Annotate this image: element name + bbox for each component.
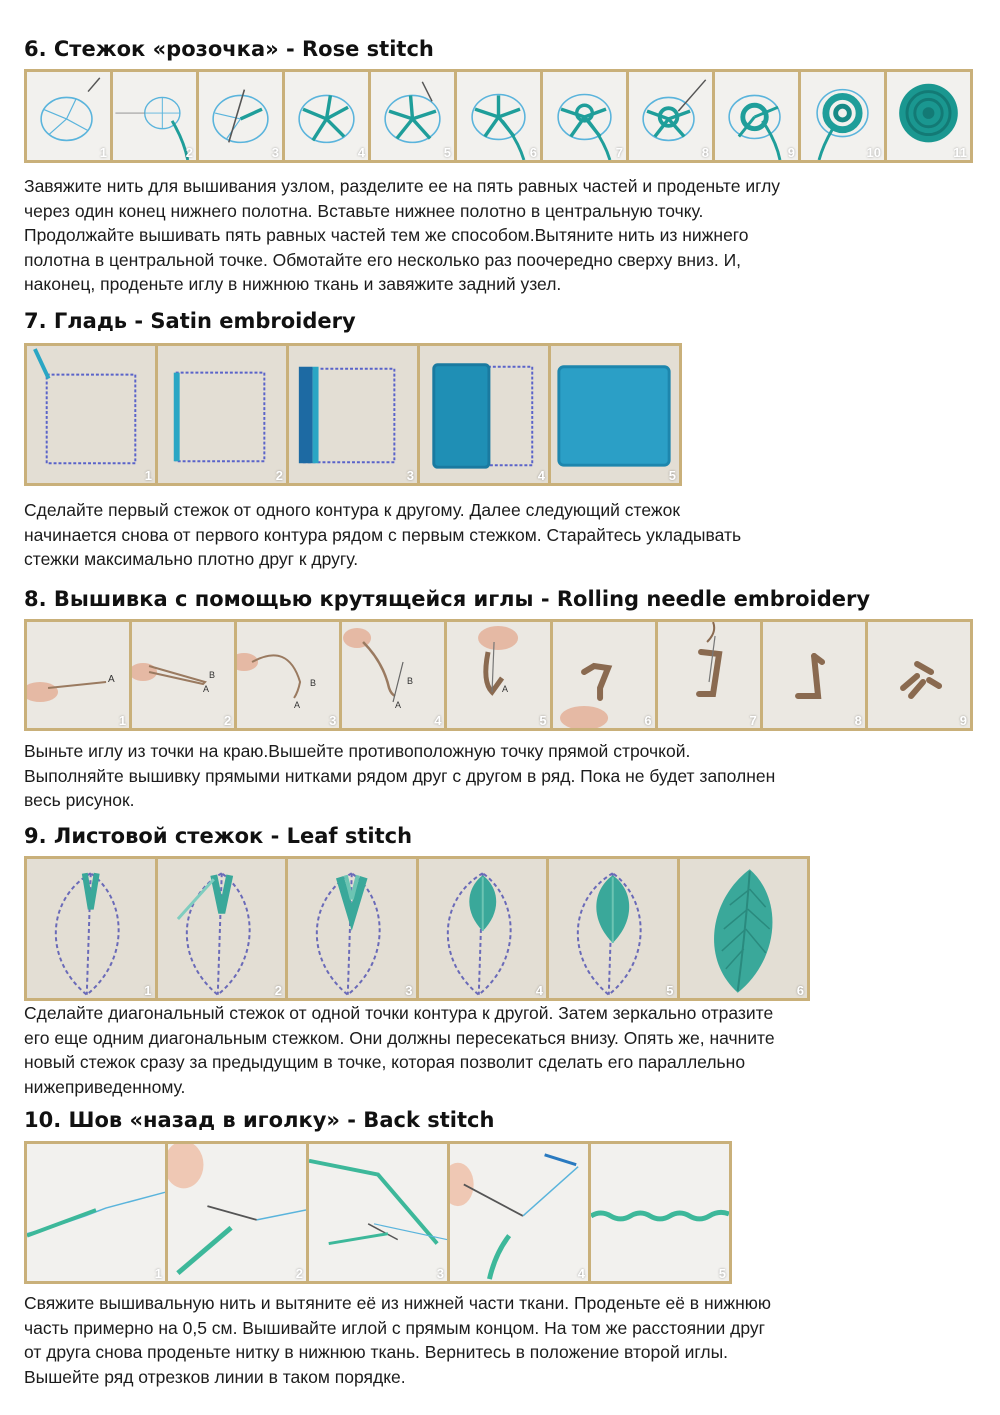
step-photo (763, 622, 865, 728)
description-line: Продолжайте вышивать пять равных частей тем же способом.Вытяните нить из нижнего (24, 225, 749, 245)
step-number: 3 (329, 713, 337, 728)
description-line: Завяжите нить для вышивания узлом, разделите ее на пять равных частей и проденьте иглу (24, 176, 781, 196)
step-photo (543, 72, 626, 160)
section-description (24, 1291, 771, 1389)
section-rose-stitch (24, 36, 976, 294)
section-leaf-stitch (24, 823, 976, 1097)
step-number: 8 (854, 713, 862, 728)
step-number: 10 (866, 145, 881, 160)
step-photo (27, 72, 110, 160)
step-photo (450, 1144, 588, 1281)
step-photo (419, 859, 547, 998)
step-number: 5 (666, 983, 674, 998)
section-rolling-needle-embroidery (24, 586, 976, 810)
step-number: 5 (718, 1266, 726, 1281)
step-number: 2 (274, 983, 282, 998)
description-line: Сделайте первый стежок от одного контура к другому. Далее следующий стежок (24, 500, 680, 520)
step-number: 5 (443, 145, 451, 160)
step-photo (285, 72, 368, 160)
step-photo (309, 1144, 447, 1281)
step-photo-strip (24, 343, 682, 486)
step-photo (549, 859, 677, 998)
step-photo (715, 72, 798, 160)
section-description (24, 498, 741, 572)
description-line: новый стежок сразу за предыдущим в точке, которая позволит сделать его параллельно (24, 1052, 746, 1072)
step-number: 2 (223, 713, 232, 728)
step-photo (371, 72, 454, 160)
section-title: 6. Стежок «розочка» - Rose stitch (24, 37, 434, 61)
description-line: весь рисунок. (24, 790, 135, 810)
step-photo (887, 72, 970, 160)
section-back-stitch (24, 1107, 976, 1387)
step-photo (27, 859, 155, 998)
svg-text:A: A (395, 700, 402, 710)
step-number: 2 (185, 145, 193, 160)
step-photo (288, 859, 416, 998)
step-photo (553, 622, 655, 728)
step-photo (629, 72, 712, 160)
section-satin-embroidery (24, 308, 976, 569)
step-photo (132, 622, 234, 728)
step-photo (237, 622, 339, 728)
step-photo (158, 859, 286, 998)
section-title: 7. Гладь - Satin embroidery (24, 309, 356, 333)
step-number: 6 (529, 145, 537, 160)
step-photo-strip (24, 69, 973, 163)
step-number: 9 (959, 713, 967, 728)
step-photo (447, 622, 549, 728)
description-line: Свяжите вышивальную нить и вытяните её из нижней части ткани. Проденьте её в нижнюю (24, 1293, 772, 1313)
step-number: 5 (539, 713, 547, 728)
svg-text:B: B (209, 670, 216, 680)
step-number: 7 (749, 713, 757, 728)
step-photo (27, 346, 155, 483)
step-photo (868, 622, 970, 728)
description-line: наконец, проденьте иглу в нижнюю ткань и завяжите задний узел. (24, 274, 562, 294)
step-photo (658, 622, 760, 728)
step-photo (158, 346, 286, 483)
section-description (24, 174, 780, 297)
step-number: 11 (953, 145, 967, 160)
step-number: 2 (275, 468, 283, 483)
svg-text:A: A (294, 700, 301, 710)
description-line: нижеприведенному. (24, 1076, 186, 1097)
step-number: 1 (99, 145, 107, 160)
description-line: Сделайте диагональный стежок от одной точки контура к другой. Затем зеркально отразите (24, 1003, 774, 1023)
step-photo (342, 622, 444, 728)
step-number: 4 (434, 713, 442, 728)
step-number: 7 (615, 145, 623, 160)
svg-text:A: A (108, 674, 115, 685)
description-line: его еще одним диагональным стежком. Они должны пересекаться внизу. Опять же, начните (24, 1027, 775, 1048)
step-number: 4 (537, 468, 545, 483)
step-photo-strip (24, 1141, 732, 1284)
step-photo (801, 72, 884, 160)
step-photo (551, 346, 679, 483)
step-number: 1 (144, 983, 152, 998)
step-photo-strip (24, 856, 810, 1001)
description-line: стежки максимально плотно друг к другу. (24, 549, 359, 569)
description-line: часть примерно на 0,5 см. Вышивайте иглой с прямым концом. На том же расстоянии друг (24, 1317, 766, 1338)
step-number: 3 (271, 145, 279, 160)
description-line: Выполняйте вышивку прямыми нитками рядом друг с другом в ряд. Пока не будет заполнен (24, 765, 776, 786)
step-photo (420, 346, 548, 483)
svg-text:B: B (310, 678, 317, 688)
step-photo (289, 346, 417, 483)
step-photo (199, 72, 282, 160)
section-title: 9. Листовой стежок - Leaf stitch (24, 824, 413, 848)
step-number: 4 (357, 145, 365, 160)
description-line: начинается снова от первого контура рядом с первым стежком. Старайтесь укладывать (24, 524, 742, 545)
svg-text:A: A (502, 684, 509, 694)
section-title: 10. Шов «назад в иголку» - Back stitch (24, 1108, 495, 1132)
step-number: 2 (295, 1266, 303, 1281)
step-number: 1 (144, 468, 152, 483)
step-photo (457, 72, 540, 160)
step-number: 1 (154, 1266, 162, 1281)
description-line: Выньте иглу из точки на краю.Вышейте противоположную точку прямой строчкой. (24, 741, 691, 761)
svg-text:B: B (407, 676, 414, 686)
step-number: 4 (535, 983, 543, 998)
step-number: 5 (668, 468, 676, 483)
step-number: 6 (796, 983, 804, 998)
step-photo (27, 622, 129, 728)
step-photo-strip (24, 619, 973, 731)
step-photo (113, 72, 196, 160)
description-line: Вышейте ряд отрезков линии в таком порядке. (24, 1366, 406, 1387)
step-photo (591, 1144, 729, 1281)
description-line: через один конец нижнего полотна. Вставьте нижнее полотно в центральную точку. (24, 200, 704, 221)
step-number: 3 (436, 1266, 444, 1281)
step-photo (27, 1144, 165, 1281)
step-number: 8 (701, 145, 709, 160)
step-number: 9 (787, 145, 795, 160)
step-number: 3 (405, 983, 413, 998)
step-number: 6 (644, 713, 652, 728)
svg-text:A: A (203, 684, 210, 694)
step-number: 4 (577, 1266, 585, 1281)
section-description (24, 1001, 775, 1099)
description-line: полотна в центральной точке. Обмотайте его несколько раз поочередно сверху вниз. И, (24, 249, 742, 270)
step-number: 3 (406, 468, 414, 483)
step-number: 1 (118, 713, 127, 728)
step-photo (680, 859, 808, 998)
section-description (24, 739, 775, 813)
description-line: от друга снова проденьте нитку в нижнюю ткань. Вернитесь в положение второй иглы. (24, 1342, 729, 1362)
step-photo (168, 1144, 306, 1281)
section-title: 8. Вышивка с помощью крутящейся иглы - Rolling needle embroidery (24, 587, 871, 611)
